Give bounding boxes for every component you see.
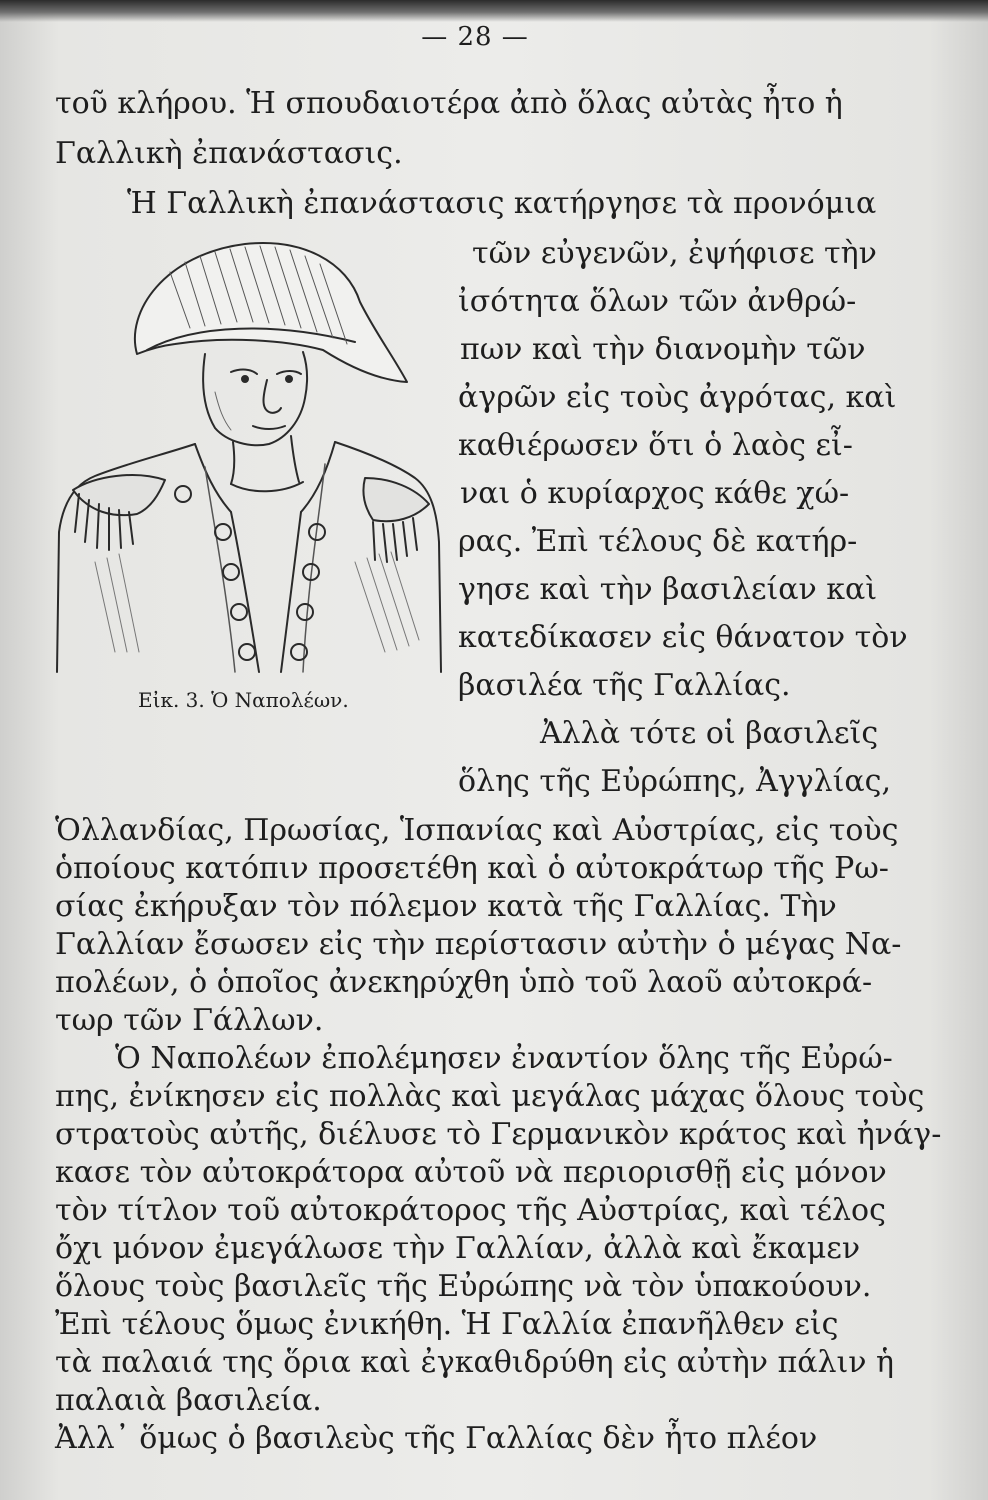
- text-line: τὰ παλαιά της ὅρια καὶ ἐγκαθιδρύθη εἰς αὐτὴν πάλιν ἡ: [55, 1345, 895, 1380]
- text-line: ναι ὁ κυρίαρχος κάθε χώ-: [460, 476, 850, 511]
- text-line: τὸν τίτλον τοῦ αὐτοκράτορος τῆς Αὐστρίας, καὶ τέλος: [55, 1193, 886, 1228]
- text-line: Ὁλλανδίας, Πρωσίας, Ἱσπανίας καὶ Αὐστρίας, εἰς τοὺς: [55, 813, 899, 848]
- text-line: πολέων, ὁ ὁποῖος ἀνεκηρύχθη ὑπὸ τοῦ λαοῦ αὐτοκρά-: [55, 965, 873, 1000]
- text-line: πης, ἐνίκησεν εἰς πολλὰς καὶ μεγάλας μάχας ὅλους τοὺς: [55, 1079, 925, 1114]
- text-line: κασε τὸν αὐτοκράτορα αὐτοῦ νὰ περιορισθῇ εἰς μόνον: [55, 1155, 887, 1190]
- text-line: τῶν εὐγενῶν, ἐψήφισε τὴν: [472, 236, 877, 271]
- text-line: πων καὶ τὴν διανομὴν τῶν: [460, 332, 866, 367]
- text-line: στρατοὺς αὐτῆς, διέλυσε τὸ Γερμανικὸν κράτος καὶ ἠνάγ-: [55, 1117, 942, 1152]
- text-line: Γαλλικὴ ἐπανάστασις.: [55, 136, 403, 171]
- text-line: τωρ τῶν Γάλλων.: [55, 1003, 324, 1038]
- text-line: Ἀλλ᾽ ὅμως ὁ βασιλεὺς τῆς Γαλλίας δὲν ἦτο πλέον: [55, 1421, 818, 1456]
- text-line: Ἡ Γαλλικὴ ἐπανάστασις κατήργησε τὰ προνόμια: [127, 186, 877, 221]
- page-number: — 28 —: [421, 22, 529, 52]
- text-line: ρας. Ἐπὶ τέλους δὲ κατήρ-: [458, 524, 858, 559]
- text-line: κατεδίκασεν εἰς θάνατον τὸν: [458, 620, 908, 655]
- text-line: γησε καὶ τὴν βασιλείαν καὶ: [458, 572, 878, 607]
- text-line: καθιέρωσεν ὅτι ὁ λαὸς εἶ-: [458, 428, 853, 463]
- text-line: Ὁ Ναπολέων ἐπολέμησεν ἐναντίον ὅλης τῆς Εὐρώ-: [115, 1041, 893, 1076]
- text-line: Ἐπὶ τέλους ὅμως ἐνικήθη. Ἡ Γαλλία ἐπανῆλθεν εἰς: [55, 1307, 839, 1342]
- text-line: ἀγρῶν εἰς τοὺς ἀγρότας, καὶ: [458, 380, 897, 415]
- text-line: βασιλέα τῆς Γαλλίας.: [458, 668, 791, 703]
- text-line: Ἀλλὰ τότε οἱ βασιλεῖς: [540, 716, 879, 751]
- napoleon-portrait: [55, 232, 450, 677]
- text-line: ὁποίους κατόπιν προσετέθη καὶ ὁ αὐτοκράτωρ τῆς Ρω-: [55, 851, 889, 886]
- portrait-illustration: [55, 232, 450, 677]
- text-line: τοῦ κλήρου. Ἡ σπουδαιοτέρα ἀπὸ ὅλας αὐτὰς ἦτο ἡ: [55, 86, 843, 121]
- text-line: Γαλλίαν ἔσωσεν εἰς τὴν περίστασιν αὐτὴν ὁ μέγας Να-: [55, 927, 902, 962]
- text-line: ὅλους τοὺς βασιλεῖς τῆς Εὐρώπης νὰ τὸν ὑπακούουν.: [55, 1269, 872, 1304]
- text-line: ὅλης τῆς Εὐρώπης, Ἀγγλίας,: [458, 764, 891, 799]
- figure-caption: Εἰκ. 3. Ὁ Ναπολέων.: [138, 688, 349, 712]
- scan-edge-shadow: [0, 0, 988, 22]
- text-line: ὄχι μόνον ἐμεγάλωσε τὴν Γαλλίαν, ἀλλὰ καὶ ἔκαμεν: [55, 1231, 861, 1266]
- text-line: ἰσότητα ὅλων τῶν ἀνθρώ-: [458, 284, 857, 319]
- text-line: παλαιὰ βασιλεία.: [55, 1383, 322, 1418]
- text-line: σίας ἐκήρυξαν τὸν πόλεμον κατὰ τῆς Γαλλίας. Τὴν: [55, 889, 837, 924]
